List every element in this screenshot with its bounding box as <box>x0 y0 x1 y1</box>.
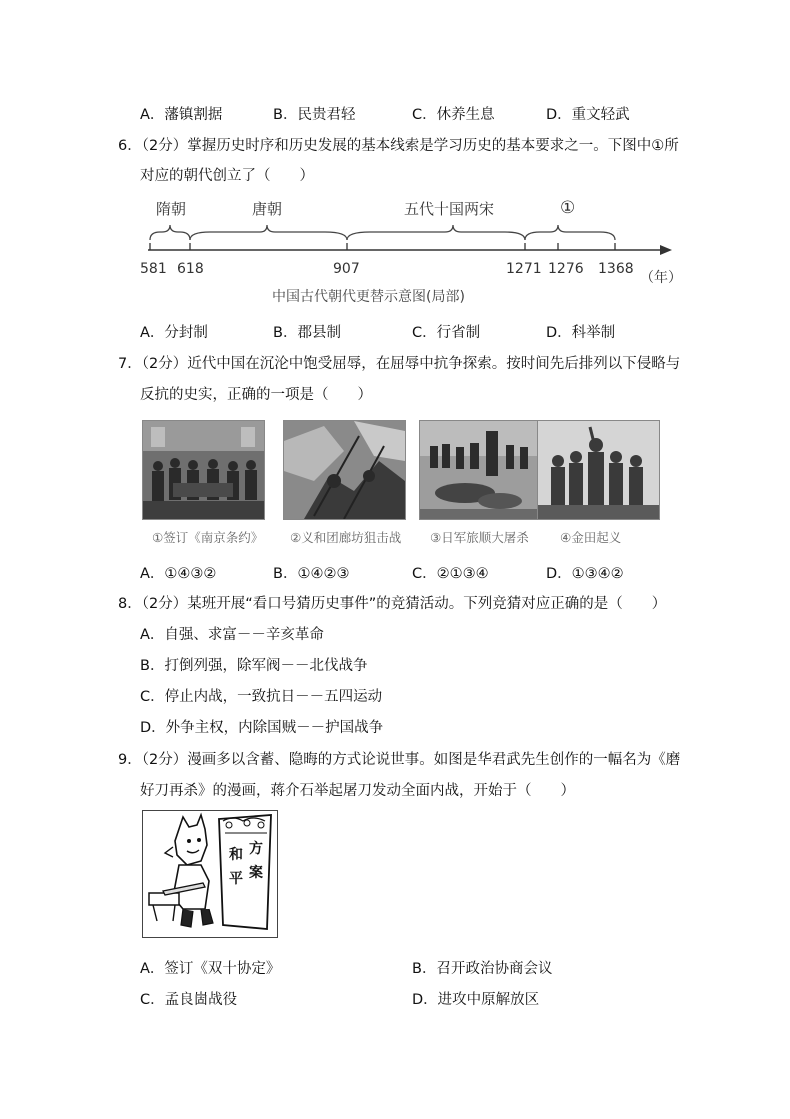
q8-option-b[interactable]: B．打倒列强，除军阀－－北伐战争 <box>140 658 368 674</box>
q5-option-b[interactable]: B．民贵君轻 <box>273 107 356 123</box>
photo-jintian-uprising <box>537 420 660 520</box>
q6-option-b[interactable]: B．郡县制 <box>273 325 341 341</box>
brace-yuan <box>525 225 615 240</box>
photo-caption-3: ③日军旅顺大屠杀 <box>430 530 529 545</box>
q9-stem-line-2: 好刀再杀》的漫画，蒋介石举起屠刀发动全面内战，开始于（ ） <box>140 783 575 799</box>
q9-stem-line-1: 9．（2分）漫画多以含蓄、隐晦的方式论说世事。如图是华君武先生创作的一幅名为《磨 <box>118 752 681 768</box>
q8-stem: 8．（2分）某班开展“看口号猜历史事件”的竞猜活动。下列竞猜对应正确的是（ ） <box>118 596 667 612</box>
q7-option-d[interactable]: D．①③④② <box>546 566 624 582</box>
brace-song <box>347 225 525 240</box>
photo-boxer-battle <box>283 420 406 520</box>
era-label-circle-1: ① <box>560 198 576 218</box>
photo-caption-1: ①签订《南京条约》 <box>152 530 264 545</box>
year-907: 907 <box>333 261 360 277</box>
photo-caption-4: ④金田起义 <box>560 530 622 545</box>
q7-stem-line-1: 7．（2分）近代中国在沉沦中饱受屈辱，在屈辱中抗争探索。按时间先后排列以下侵略与 <box>118 356 681 372</box>
era-label-song: 五代十国两宋 <box>404 200 495 218</box>
q6-stem-line-1: 6．（2分）掌握历史时序和历史发展的基本线索是学习历史的基本要求之一。下图中①所 <box>118 138 679 154</box>
q7-stem-line-2: 反抗的史实，正确的一项是（ ） <box>140 387 372 403</box>
year-581: 581 <box>140 261 167 277</box>
year-1276: 1276 <box>548 261 584 277</box>
cartoon-sharpen-knife <box>142 810 278 938</box>
q9-option-a[interactable]: A．签订《双十协定》 <box>140 961 281 977</box>
q5-option-a[interactable]: A．藩镇割据 <box>140 107 223 123</box>
q6-stem-line-2: 对应的朝代创立了（ ） <box>140 168 314 184</box>
q5-option-d[interactable]: D．重文轻武 <box>546 107 630 123</box>
q8-option-d[interactable]: D．外争主权，内除国贼－－护国战争 <box>140 720 384 736</box>
q7-option-c[interactable]: C．②①③④ <box>412 566 489 582</box>
year-unit: （年） <box>640 270 682 286</box>
brace-tang <box>190 225 347 240</box>
q9-option-c[interactable]: C．孟良崮战役 <box>140 992 238 1008</box>
q8-option-c[interactable]: C．停止内战，一致抗日－－五四运动 <box>140 689 383 705</box>
year-618: 618 <box>177 261 204 277</box>
q6-option-c[interactable]: C．行省制 <box>412 325 481 341</box>
year-1271: 1271 <box>506 261 542 277</box>
era-label-sui: 隋朝 <box>156 200 187 218</box>
q9-option-d[interactable]: D．进攻中原解放区 <box>412 992 540 1008</box>
photo-nanjing-treaty <box>142 420 265 520</box>
cartoon-char-an: 案 <box>249 865 263 881</box>
q9-option-b[interactable]: B．召开政治协商会议 <box>412 961 553 977</box>
photo-lushun-massacre <box>419 420 542 520</box>
dynasty-timeline <box>130 190 690 310</box>
photo-caption-2: ②义和团廊坊狙击战 <box>290 530 402 545</box>
q7-option-a[interactable]: A．①④③② <box>140 566 217 582</box>
cartoon-char-fang: 方 <box>249 841 263 857</box>
q6-option-d[interactable]: D．科举制 <box>546 325 616 341</box>
era-label-tang: 唐朝 <box>252 200 283 218</box>
timeline-arrow <box>660 245 672 255</box>
q8-option-a[interactable]: A．自强、求富－－辛亥革命 <box>140 627 324 643</box>
q6-option-a[interactable]: A．分封制 <box>140 325 208 341</box>
cartoon-char-he: 和 <box>229 847 243 863</box>
timeline-caption: 中国古代朝代更替示意图(局部) <box>272 289 465 305</box>
q5-option-c[interactable]: C．休养生息 <box>412 107 495 123</box>
q7-option-b[interactable]: B．①④②③ <box>273 566 350 582</box>
brace-sui <box>150 225 190 240</box>
year-1368: 1368 <box>598 261 634 277</box>
cartoon-char-ping: 平 <box>229 871 243 887</box>
